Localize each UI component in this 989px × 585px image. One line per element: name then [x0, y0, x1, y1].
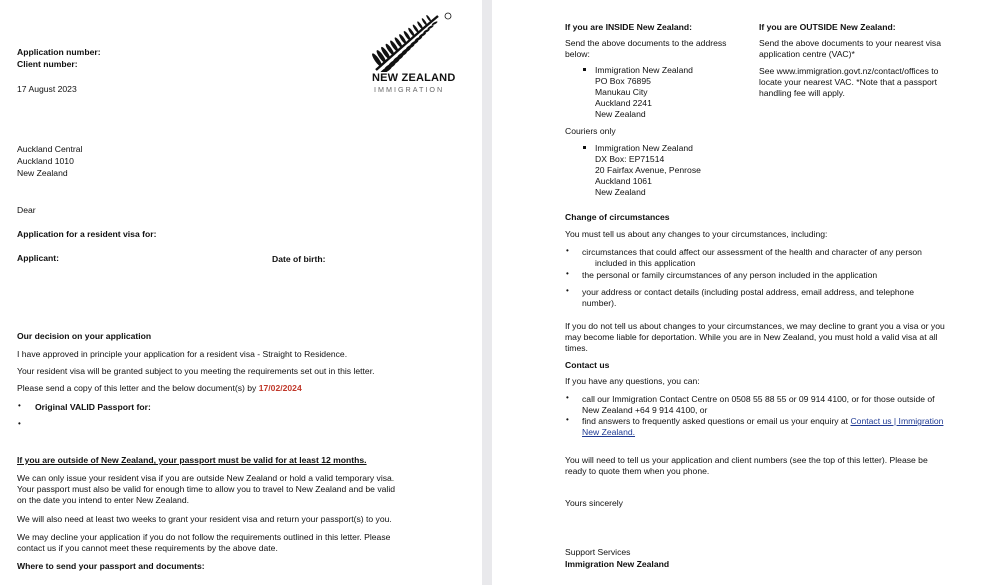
address-line: Auckland Central: [17, 144, 83, 154]
change-warning: If you do not tell us about changes to your circumstances, we may decline to grant you a visa or you: [565, 321, 945, 331]
outside-heading: If you are outside of New Zealand, your passport must be valid for at least 12 months.: [17, 455, 367, 465]
letter-date: 17 August 2023: [17, 84, 77, 94]
bullet: •: [566, 286, 569, 295]
change-warning: may become liable for deportation. While you are in New Zealand, you must hold a valid visa at all: [565, 332, 938, 342]
decline-paragraph-line: contact us if you cannot meet these requirements by the above date.: [17, 543, 278, 553]
bullet: •: [566, 393, 569, 402]
courier-line: New Zealand: [595, 187, 646, 197]
address-line: New Zealand: [17, 168, 68, 178]
contact-us-link[interactable]: Contact us | Immigration: [850, 416, 944, 426]
deadline-prefix: Please send a copy of this letter and the below document(s) by: [17, 383, 257, 393]
bullet-square: [583, 146, 586, 149]
outside-nz-text: Send the above documents to your nearest visa: [759, 38, 942, 48]
logo-wordmark: NEW ZEALAND: [372, 72, 456, 84]
bullet: •: [566, 246, 569, 255]
vac-note: locate your nearest VAC. *Note that a passport: [759, 77, 938, 87]
address-line: Immigration New Zealand: [595, 65, 693, 75]
decision-heading: Our decision on your application: [17, 331, 152, 341]
decision-paragraph: I have approved in principle your application for a resident visa - Straight to Residence.: [17, 349, 348, 359]
address-line: New Zealand: [595, 109, 646, 119]
contact-item-text: find answers to frequently asked questions or email us your enquiry at: [582, 416, 849, 426]
signature-line: Support Services: [565, 547, 631, 557]
contact-intro: If you have any questions, you can:: [565, 376, 700, 386]
dob-label: Date of birth:: [272, 254, 326, 264]
bullet: •: [18, 419, 21, 428]
courier-line: Immigration New Zealand: [595, 143, 693, 153]
change-warning: times.: [565, 343, 588, 353]
outside-nz-text: application centre (VAC)*: [759, 49, 855, 59]
change-item: number).: [582, 298, 617, 308]
inside-text: Send the above documents to the address: [565, 38, 727, 48]
courier-line: DX Box: EP71514: [595, 154, 665, 164]
inside-heading: If you are INSIDE New Zealand:: [565, 22, 693, 32]
contact-heading: Contact us: [565, 360, 610, 370]
decline-paragraph-line: We may decline your application if you do not follow the requirements outlined in this letter. Please: [17, 532, 391, 542]
address-line: Auckland 1010: [17, 156, 74, 166]
inside-text: below:: [565, 49, 590, 59]
address-line: Auckland 2241: [595, 98, 652, 108]
outside-paragraph-line: on the date you intend to enter New Zealand.: [17, 495, 189, 505]
contact-item: [582, 416, 943, 427]
decision-paragraph: Your resident visa will be granted subject to you meeting the requirements set out in this letter.: [17, 366, 375, 376]
letter-page-1: [0, 0, 482, 585]
contact-us-link-continued[interactable]: New Zealand.: [582, 427, 636, 437]
bullet-square: [583, 68, 586, 71]
outside-paragraph-line: Your passport must also be valid for enough time to allow you to travel to New Zealand and be valid: [17, 484, 396, 494]
change-heading: Change of circumstances: [565, 212, 670, 222]
change-item: circumstances that could affect our assessment of the health and character of any person: [582, 247, 922, 257]
numbers-note: ready to quote them when you phone.: [565, 466, 710, 476]
document-item: Original VALID Passport for:: [35, 402, 151, 412]
address-line: Manukau City: [595, 87, 648, 97]
bullet: •: [566, 269, 569, 278]
deadline-date: 17/02/2024: [258, 383, 302, 393]
contact-item: call our Immigration Contact Centre on 0508 55 88 55 or 09 914 4100, or for those outside of: [582, 394, 935, 404]
courier-line: Auckland 1061: [595, 176, 652, 186]
outside-paragraph: We will also need at least two weeks to grant your resident visa and return your passport(s) to you.: [17, 514, 392, 524]
change-item: the personal or family circumstances of any person included in the application: [582, 270, 878, 280]
change-intro: You must tell us about any changes to your circumstances, including:: [565, 229, 828, 239]
contact-item: New Zealand +64 9 914 4100, or: [582, 405, 708, 415]
vac-note: handling fee will apply.: [759, 88, 845, 98]
letter-page-2: [492, 0, 989, 585]
where-to-send-heading: Where to send your passport and documents:: [17, 561, 205, 571]
outside-paragraph-line: We can only issue your resident visa if you are outside New Zealand or hold a valid temporary visa.: [17, 473, 395, 483]
salutation: Dear: [17, 205, 36, 215]
applicant-label: Applicant:: [17, 253, 60, 263]
letter-subject: Application for a resident visa for:: [17, 229, 157, 239]
deadline-sentence: [17, 383, 302, 394]
outside-nz-heading: If you are OUTSIDE New Zealand:: [759, 22, 896, 32]
silver-fern-icon: [372, 10, 454, 72]
application-number-label: Application number:: [17, 47, 101, 57]
courier-line: 20 Fairfax Avenue, Penrose: [595, 165, 701, 175]
couriers-label: Couriers only: [565, 126, 616, 136]
vac-note: See www.immigration.govt.nz/contact/offices to: [759, 66, 939, 76]
closing: Yours sincerely: [565, 498, 623, 508]
numbers-note: You will need to tell us your application and client numbers (see the top of this letter). Please be: [565, 455, 928, 465]
client-number-label: Client number:: [17, 59, 78, 69]
change-item: included in this application: [595, 258, 696, 268]
bullet: •: [566, 415, 569, 424]
signature-line: Immigration New Zealand: [565, 559, 670, 569]
change-item: your address or contact details (including postal address, email address, and telephone: [582, 287, 915, 297]
bullet: •: [18, 401, 21, 410]
address-line: PO Box 76895: [595, 76, 651, 86]
logo-subtitle: IMMIGRATION: [374, 85, 445, 94]
